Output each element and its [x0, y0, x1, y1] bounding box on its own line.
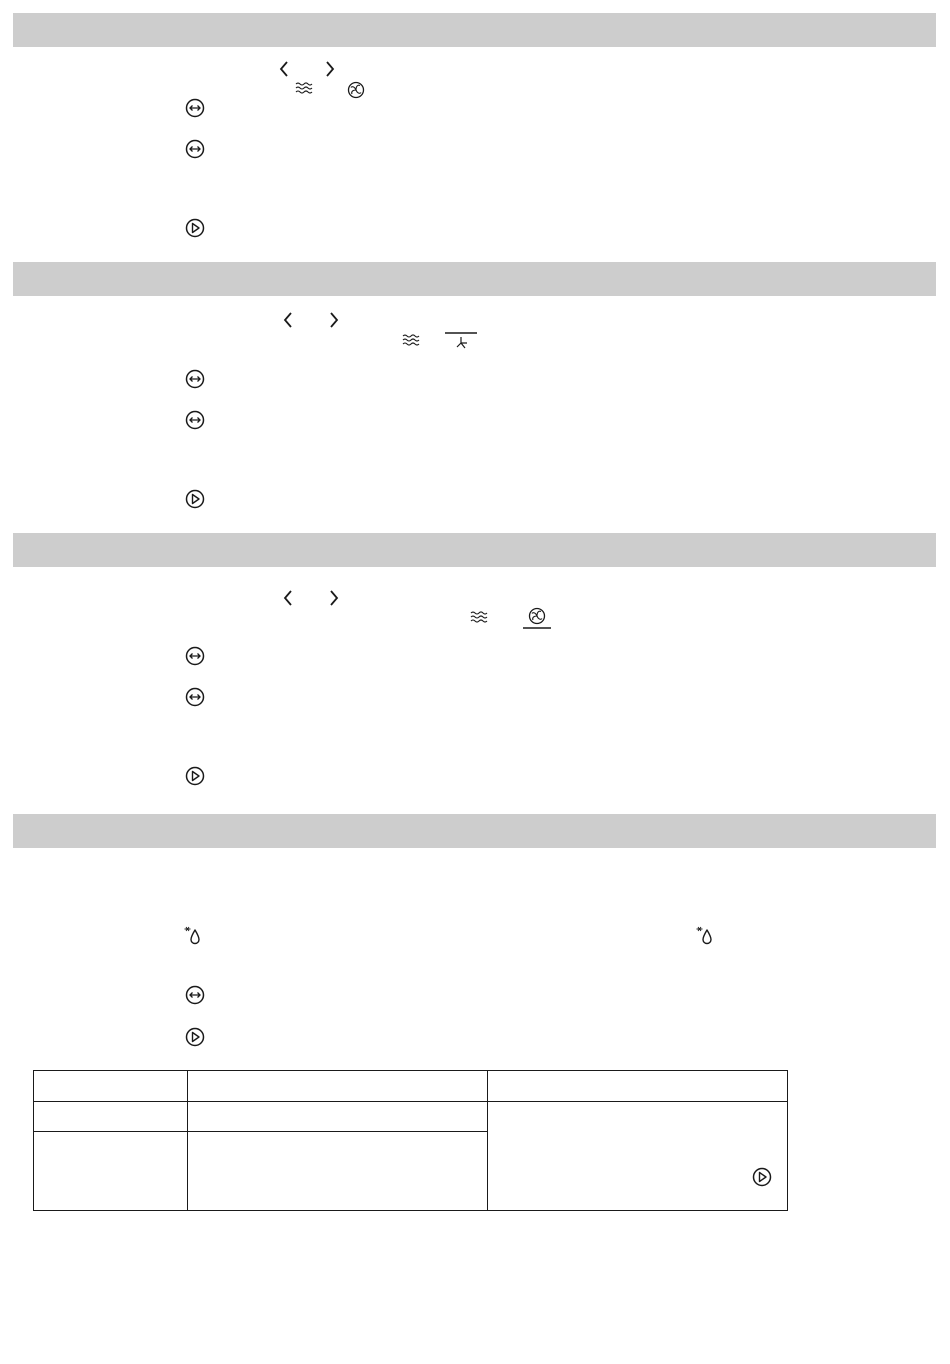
fan-icon: [347, 81, 365, 99]
section-header-bar-4: [13, 814, 936, 848]
adjust-arrows-icon: [185, 985, 205, 1005]
settings-table: [33, 1070, 788, 1211]
steam-drop-icon: [184, 925, 204, 947]
heat-waves-icon: [470, 611, 488, 625]
chevron-right-icon: [329, 312, 339, 328]
adjust-arrows-icon: [185, 687, 205, 707]
section-header-bar-2: [13, 262, 936, 296]
heat-waves-icon: [295, 82, 313, 96]
start-play-icon: [752, 1167, 772, 1187]
adjust-arrows-icon: [185, 98, 205, 118]
section-header-bar-3: [13, 533, 936, 567]
adjust-arrows-icon: [185, 410, 205, 430]
section-header-bar-1: [13, 13, 936, 47]
chevron-left-icon: [279, 61, 289, 77]
chevron-right-icon: [325, 61, 335, 77]
adjust-arrows-icon: [185, 646, 205, 666]
adjust-arrows-icon: [185, 369, 205, 389]
steam-drop-icon: [696, 925, 716, 947]
heat-waves-icon: [402, 334, 420, 348]
start-play-icon: [185, 766, 205, 786]
top-bar-fan-icon: [444, 331, 478, 353]
start-play-icon: [185, 218, 205, 238]
table-grid: [33, 1070, 788, 1211]
chevron-right-icon: [329, 590, 339, 606]
fan-underlined-icon: [522, 607, 552, 631]
chevron-left-icon: [283, 312, 293, 328]
chevron-left-icon: [283, 590, 293, 606]
start-play-icon: [185, 489, 205, 509]
start-play-icon: [185, 1027, 205, 1047]
adjust-arrows-icon: [185, 139, 205, 159]
